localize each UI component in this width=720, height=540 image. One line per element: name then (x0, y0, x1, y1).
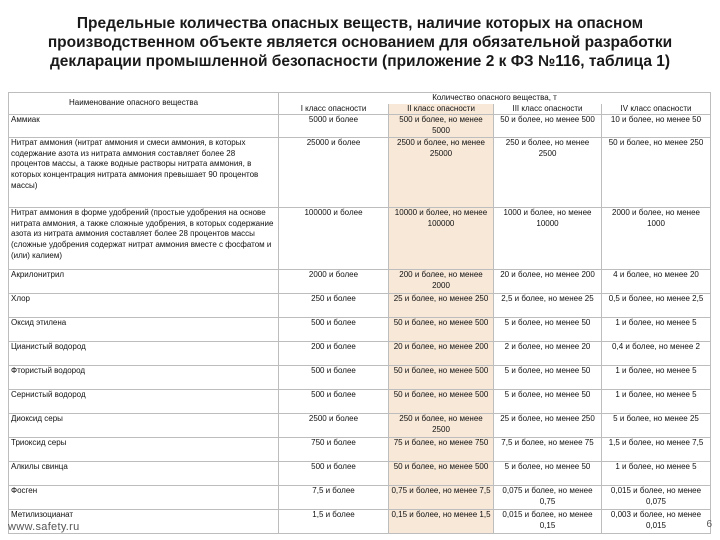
class-1-value-cell: 500 и более (279, 390, 389, 414)
table-row (9, 486, 711, 510)
header-class-2: II класс опасности (389, 104, 494, 115)
title-line-2: производственном объекте является основанием для обязательной разработки (47, 34, 673, 51)
class-2-value-cell: 0,15 и более, но менее 1,5 (389, 510, 494, 534)
substance-name-cell: Аммиак (9, 115, 279, 138)
table-row (9, 390, 711, 414)
class-1-value-cell: 7,5 и более (279, 486, 389, 510)
substance-name-cell: Метилизоцианат (9, 510, 279, 534)
class-3-value-cell: 2 и более, но менее 20 (494, 342, 602, 366)
title-line-3: декларации промышленной безопасности (приложение 2 к ФЗ №116, таблица 1) (49, 53, 671, 70)
class-3-value-cell: 1000 и более, но менее 10000 (494, 208, 602, 270)
substance-name-cell: Оксид этилена (9, 318, 279, 342)
page-number: 6 (706, 519, 712, 530)
class-1-value-cell: 500 и более (279, 462, 389, 486)
class-2-value-cell: 50 и более, но менее 500 (389, 318, 494, 342)
class-4-value-cell: 0,015 и более, но менее 0,075 (602, 486, 711, 510)
substance-name-cell: Нитрат аммония в форме удобрений (простые удобрения на основе нитрата аммония, а также сложные удобрения, в которых содержание азота из нитрата аммония составляет более 28 процентов массы (сложные удобрения содержат нитрат аммония вместе с фосфатом и (или) калием) (9, 208, 279, 270)
table-row (9, 294, 711, 318)
substance-name-cell: Хлор (9, 294, 279, 318)
substance-name-cell: Нитрат аммония (нитрат аммония и смеси аммония, в которых содержание азота из нитрата аммония составляет более 28 процентов массы, а также водные растворы нитрата аммония, в которых концентрация нитрата аммония превышает 90 процентов массы) (9, 138, 279, 208)
table-row (9, 318, 711, 342)
class-2-value-cell: 500 и более, но менее 5000 (389, 115, 494, 138)
title-line-1: Предельные количества опасных веществ, наличие которых на опасном (76, 15, 644, 32)
class-3-value-cell: 20 и более, но менее 200 (494, 270, 602, 294)
class-1-value-cell: 5000 и более (279, 115, 389, 138)
class-3-value-cell: 2,5 и более, но менее 25 (494, 294, 602, 318)
class-4-value-cell: 0,003 и более, но менее 0,015 (602, 510, 711, 534)
header-substance-name: Наименование опасного вещества (9, 93, 279, 115)
class-3-value-cell: 5 и более, но менее 50 (494, 318, 602, 342)
class-1-value-cell: 200 и более (279, 342, 389, 366)
class-1-value-cell: 2500 и более (279, 414, 389, 438)
substance-name-cell: Акрилонитрил (9, 270, 279, 294)
substance-name-cell: Алкилы свинца (9, 462, 279, 486)
class-3-value-cell: 5 и более, но менее 50 (494, 462, 602, 486)
substance-name-cell: Триоксид серы (9, 438, 279, 462)
substance-name-cell: Цианистый водород (9, 342, 279, 366)
class-4-value-cell: 10 и более, но менее 50 (602, 115, 711, 138)
class-3-value-cell: 25 и более, но менее 250 (494, 414, 602, 438)
table-row (9, 270, 711, 294)
class-2-value-cell: 50 и более, но менее 500 (389, 462, 494, 486)
substance-name-cell: Диоксид серы (9, 414, 279, 438)
class-2-value-cell: 20 и более, но менее 200 (389, 342, 494, 366)
class-2-value-cell: 0,75 и более, но менее 7,5 (389, 486, 494, 510)
class-2-value-cell: 2500 и более, но менее 25000 (389, 138, 494, 208)
table-row (9, 208, 711, 270)
table-row (9, 366, 711, 390)
class-2-value-cell: 250 и более, но менее 2500 (389, 414, 494, 438)
class-1-value-cell: 250 и более (279, 294, 389, 318)
class-1-value-cell: 2000 и более (279, 270, 389, 294)
table-row (9, 438, 711, 462)
class-3-value-cell: 5 и более, но менее 50 (494, 366, 602, 390)
substance-name-cell: Сернистый водород (9, 390, 279, 414)
website-footer: www.safety.ru (8, 521, 80, 533)
class-4-value-cell: 50 и более, но менее 250 (602, 138, 711, 208)
class-4-value-cell: 1 и более, но менее 5 (602, 390, 711, 414)
class-1-value-cell: 500 и более (279, 366, 389, 390)
class-1-value-cell: 750 и более (279, 438, 389, 462)
header-class-1: I класс опасности (279, 104, 389, 115)
class-2-value-cell: 200 и более, но менее 2000 (389, 270, 494, 294)
class-4-value-cell: 5 и более, но менее 25 (602, 414, 711, 438)
class-2-value-cell: 25 и более, но менее 250 (389, 294, 494, 318)
substance-name-cell: Фосген (9, 486, 279, 510)
table-row (9, 414, 711, 438)
class-4-value-cell: 1 и более, но менее 5 (602, 366, 711, 390)
class-3-value-cell: 5 и более, но менее 50 (494, 390, 602, 414)
header-quantity: Количество опасного вещества, т (279, 93, 711, 104)
header-class-4: IV класс опасности (602, 104, 711, 115)
class-2-value-cell: 50 и более, но менее 500 (389, 366, 494, 390)
class-4-value-cell: 0,5 и более, но менее 2,5 (602, 294, 711, 318)
class-4-value-cell: 0,4 и более, но менее 2 (602, 342, 711, 366)
class-3-value-cell: 0,015 и более, но менее 0,15 (494, 510, 602, 534)
substance-name-cell: Фтористый водород (9, 366, 279, 390)
class-2-value-cell: 10000 и более, но менее 100000 (389, 208, 494, 270)
class-4-value-cell: 1,5 и более, но менее 7,5 (602, 438, 711, 462)
class-2-value-cell: 50 и более, но менее 500 (389, 390, 494, 414)
class-2-value-cell: 75 и более, но менее 750 (389, 438, 494, 462)
class-1-value-cell: 100000 и более (279, 208, 389, 270)
table-row (9, 510, 711, 534)
class-4-value-cell: 1 и более, но менее 5 (602, 318, 711, 342)
slide-title (20, 14, 700, 71)
class-4-value-cell: 1 и более, но менее 5 (602, 462, 711, 486)
table-row (9, 342, 711, 366)
class-1-value-cell: 25000 и более (279, 138, 389, 208)
class-3-value-cell: 250 и более, но менее 2500 (494, 138, 602, 208)
class-3-value-cell: 7,5 и более, но менее 75 (494, 438, 602, 462)
table-header-row (9, 93, 711, 104)
table-row (9, 462, 711, 486)
class-1-value-cell: 500 и более (279, 318, 389, 342)
table-row (9, 138, 711, 208)
class-4-value-cell: 2000 и более, но менее 1000 (602, 208, 711, 270)
class-3-value-cell: 50 и более, но менее 500 (494, 115, 602, 138)
class-1-value-cell: 1,5 и более (279, 510, 389, 534)
hazardous-substances-table (8, 92, 711, 534)
class-3-value-cell: 0,075 и более, но менее 0,75 (494, 486, 602, 510)
table-row (9, 115, 711, 138)
class-4-value-cell: 4 и более, но менее 20 (602, 270, 711, 294)
header-class-3: III класс опасности (494, 104, 602, 115)
